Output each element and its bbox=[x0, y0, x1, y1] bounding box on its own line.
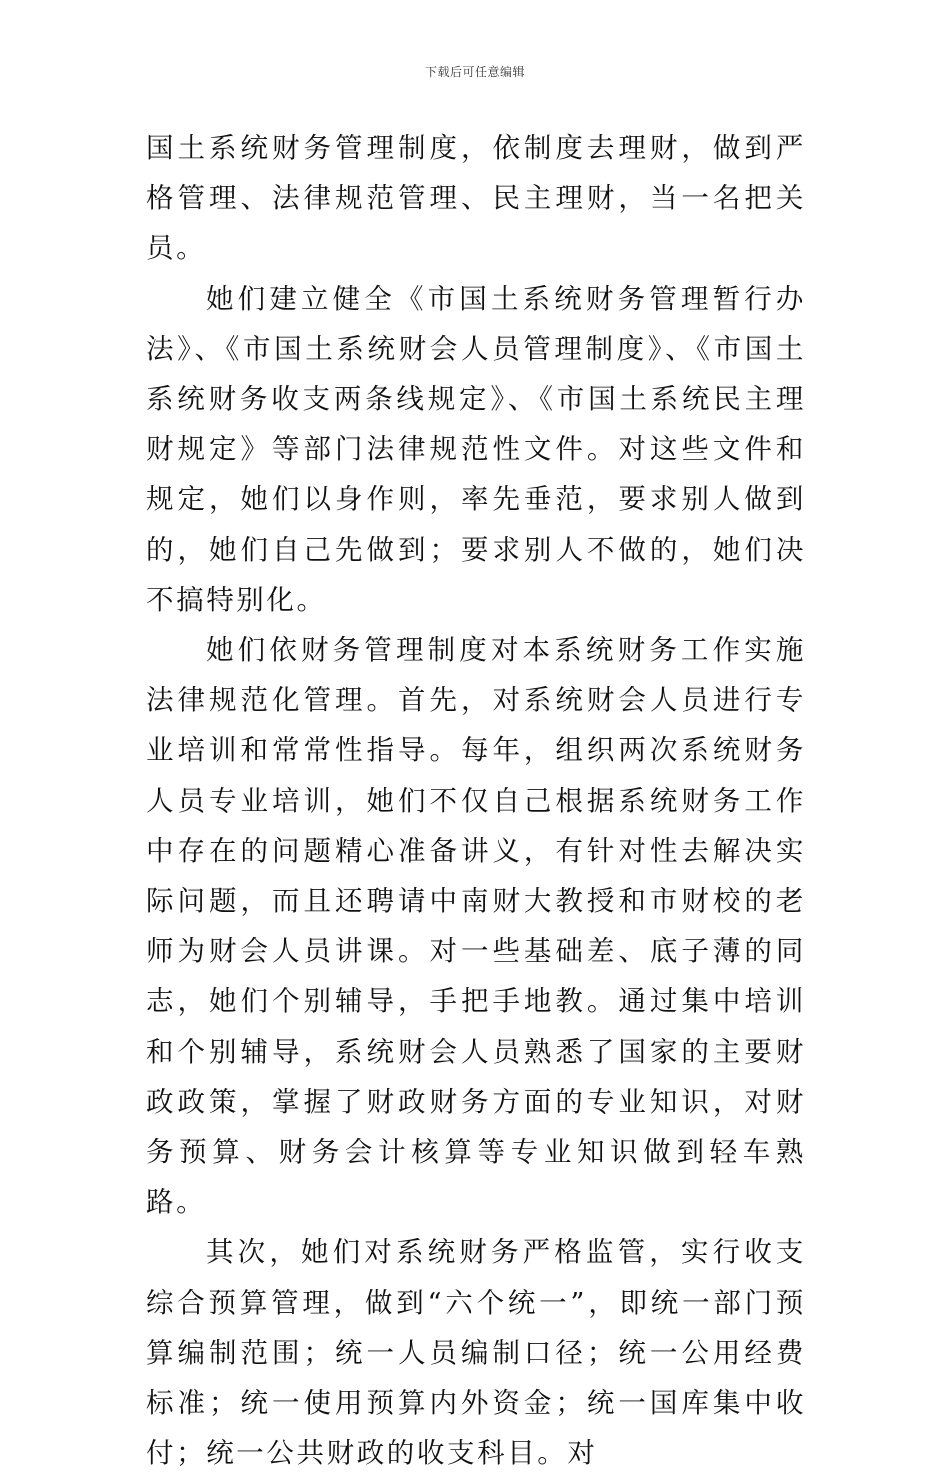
paragraph-1: 国土系统财务管理制度，依制度去理财，做到严格管理、法律规范管理、民主理财，当一名把关员。 bbox=[146, 132, 806, 265]
paragraph-4: 其次，她们对系统财务严格监管，实行收支综合预算管理，做到“六个统一”，即统一部门预算编制范围；统一人员编制口径；统一公用经费标准；统一使用预算内外资金；统一国库集中收付；统一公共财政的收支科目。对 bbox=[146, 1236, 806, 1470]
document-body bbox=[146, 123, 806, 1478]
page-header: 下载后可任意编辑 bbox=[424, 65, 525, 79]
paragraph-3: 她们依财务管理制度对本系统财务工作实施法律规范化管理。首先，对系统财会人员进行专业培训和常常性指导。每年，组织两次系统财务人员专业培训，她们不仅自己根据系统财务工作中存在的问题精心准备讲义，有针对性去解决实际问题，而且还聘请中南财大教授和市财校的老师为财会人员讲课。对一些基础差、底子薄的同志，她们个别辅导，手把手地教。通过集中培训和个别辅导，系统财会人员熟悉了国家的主要财政政策，掌握了财政财务方面的专业知识，对财务预算、财务会计核算等专业知识做到轻车熟路。 bbox=[146, 634, 806, 1219]
paragraph-2: 她们建立健全《市国土系统财务管理暂行办法》、《市国土系统财会人员管理制度》、《市国土系统财务收支两条线规定》、《市国土系统民主理财规定》等部门法律规范性文件。对这些文件和规定，她们以身作则，率先垂范，要求别人做到的，她们自己先做到；要求别人不做的，她们决不搞特别化。 bbox=[146, 282, 806, 616]
